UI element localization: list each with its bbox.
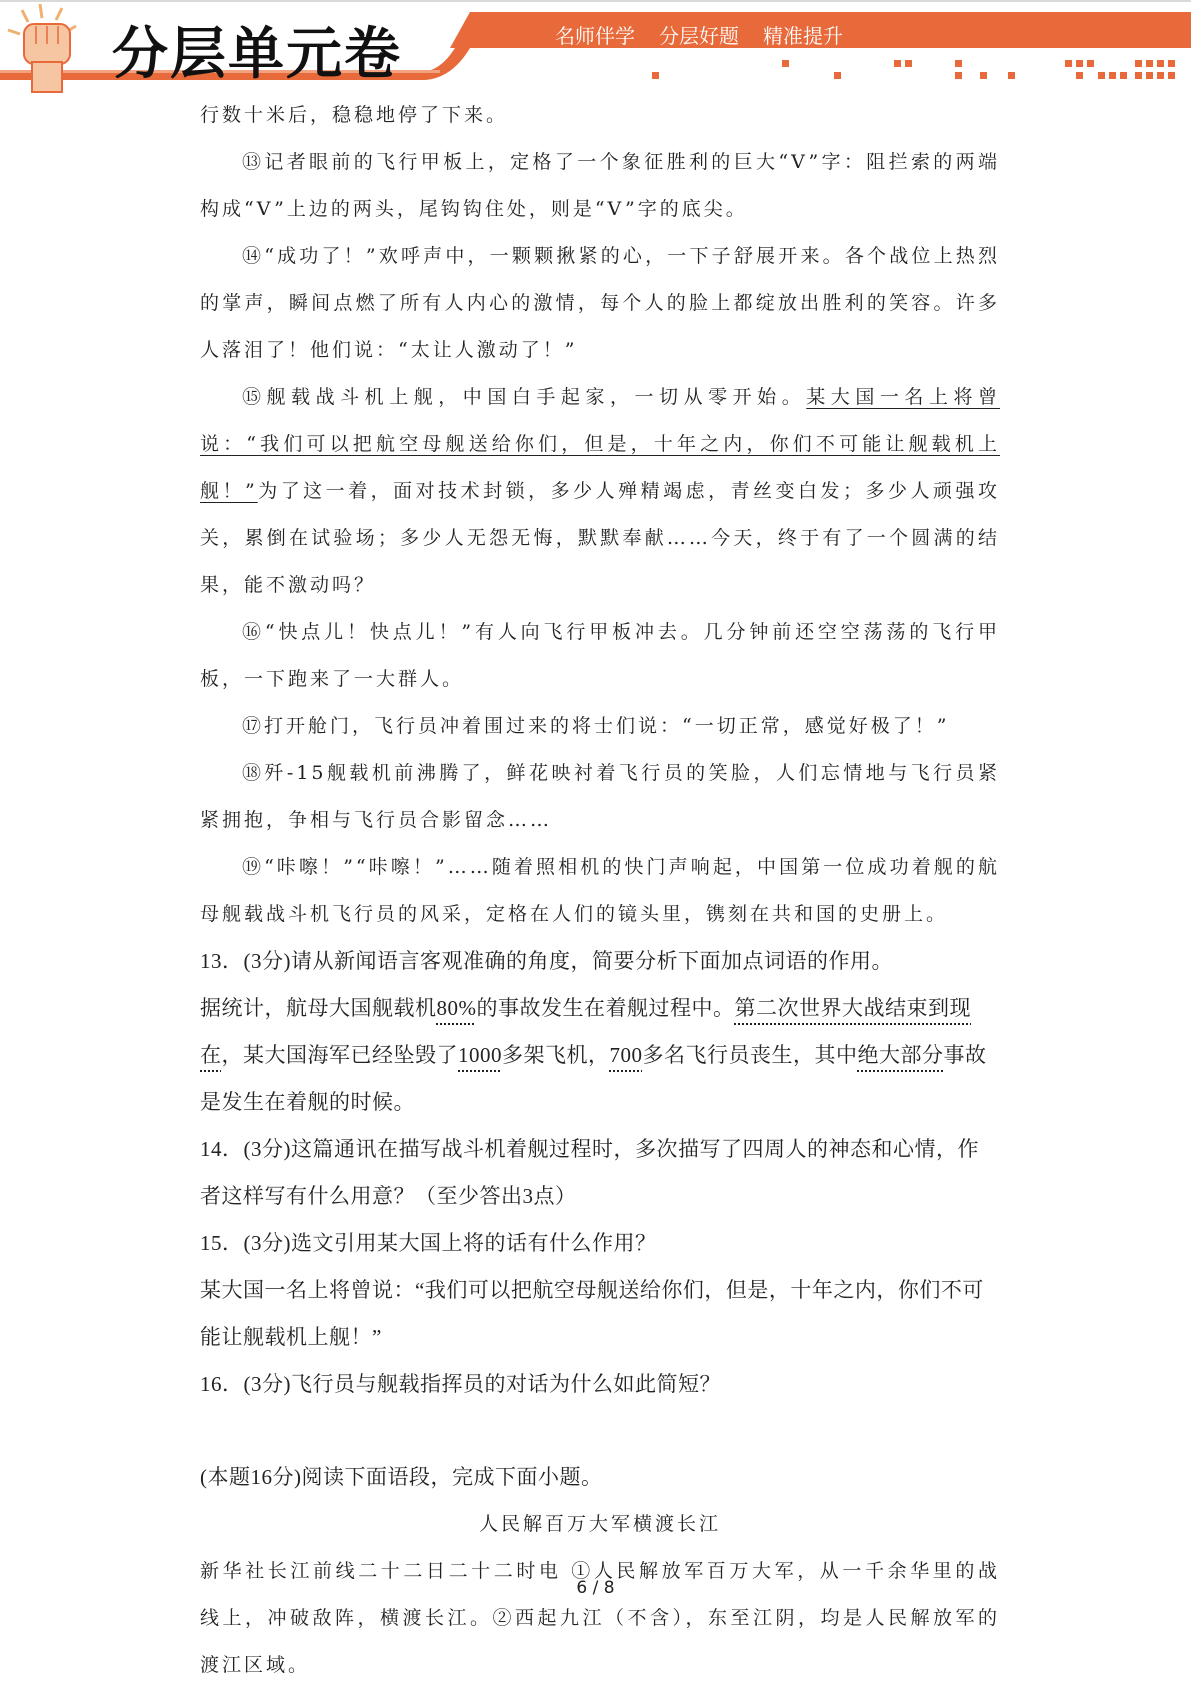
slogan-list (555, 20, 843, 49)
quote-text: ，某大国海军已经坠毁了 (221, 1043, 458, 1067)
quote-text: 据统计，航母大国舰载机 (200, 996, 437, 1020)
quote-text: 多架飞机， (502, 1043, 610, 1067)
spacer (200, 1408, 1000, 1454)
dotted-word: 1000 (458, 1043, 502, 1067)
question-16: 16．(3分)飞行员与舰载指挥员的对话为什么如此简短？ (200, 1372, 721, 1396)
question-15-quote: 某大国一名上将曾说：“我们可以把航空母舰送给你们，但是，十年之内，你们不可能让舰载机上舰！” (200, 1278, 984, 1349)
dotted-word: 绝大部分 (857, 1043, 944, 1067)
slogan-item: 名师伴学 (555, 24, 635, 48)
passage-paragraph-19: ⑲“咔嚓！”“咔嚓！”……随着照相机的快门声响起，中国第一位成功着舰的航母舰载战斗机飞行员的风采，定格在人们的镜头里，镌刻在共和国的史册上。 (200, 856, 1000, 925)
quote-text: 的事故发生在着舰过程中。 (476, 996, 735, 1020)
quote-text: 多名飞行员丧生，其中 (642, 1043, 858, 1067)
dotted-word: 700 (609, 1043, 643, 1067)
document-body (200, 92, 1000, 1689)
slogan-item: 分层好题 (659, 24, 739, 48)
passage-paragraph-16: ⑯“快点儿！快点儿！”有人向飞行甲板冲去。几分钟前还空空荡荡的飞行甲板，一下跑来了一大群人。 (200, 621, 1000, 690)
passage-paragraph-15 (200, 374, 1000, 609)
brand-title: 分层单元卷 (112, 22, 402, 87)
question-14: 14．(3分)这篇通讯在描写战斗机着舰过程时，多次描写了四周人的神态和心情，作者这样写有什么用意？（至少答出3点） (200, 1137, 979, 1208)
passage-paragraph: 行数十米后，稳稳地停了下来。 (200, 104, 509, 126)
section-intro: (本题16分)阅读下面语段，完成下面小题。 (200, 1465, 603, 1489)
dotted-word: 第二次世界大战结束到现在 (200, 996, 971, 1067)
article-title: 人民解百万大军横渡长江 (478, 1513, 721, 1535)
question-13: 13．(3分)请从新闻语言客观准确的角度，简要分析下面加点词语的作用。 (200, 949, 893, 973)
paragraph-text: 为了这一着，面对技术封锁，多少人殚精竭虑，青丝变白发；多少人顽强攻关，累倒在试验场；多少人无怨无悔，默默奉献……今天，终于有了一个圆满的结果，能不激动吗？ (200, 480, 1000, 596)
quote-text: 事故是发生在着舰的时候。 (200, 1043, 987, 1114)
slogan-item: 精准提升 (763, 24, 843, 48)
passage-paragraph-14: ⑭“成功了！”欢呼声中，一颗颗揪紧的心，一下子舒展开来。各个战位上热烈的掌声，瞬间点燃了所有人内心的激情，每个人的脸上都绽放出胜利的笑容。许多人落泪了！他们说：“太让人激动了！” (200, 245, 1000, 361)
paragraph-text: ⑮舰载战斗机上舰，中国白手起家，一切从零开始。 (242, 386, 807, 408)
question-15: 15．(3分)选文引用某大国上将的话有什么作用？ (200, 1231, 657, 1255)
passage-paragraph-18: ⑱歼-15舰载机前沸腾了，鲜花映衬着飞行员的笑脸，人们忘情地与飞行员紧紧拥抱，争相与飞行员合影留念…… (200, 762, 1000, 831)
dotted-word: 80% (436, 996, 477, 1020)
question-13-quote (200, 985, 1000, 1126)
passage-paragraph-17: ⑰打开舱门，飞行员冲着围过来的将士们说：“一切正常，感觉好极了！” (242, 715, 950, 737)
underlined-quote: 某大国一名上将曾说：“我们可以把航空母舰送给你们，但是，十年之内，你们不可能让舰载机上舰！” (200, 386, 1000, 502)
decorative-pixels (652, 60, 1175, 79)
passage-paragraph-13: ⑬记者眼前的飞行甲板上，定格了一个象征胜利的巨大“V”字：阻拦索的两端构成“V”上边的两头，尾钩钩住处，则是“V”字的底尖。 (200, 151, 1000, 220)
article-paragraph: 新华社长江前线二十二日二十二时电 ①人民解放军百万大军，从一千余华里的战线上，冲破敌阵，横渡长江。②西起九江（不含），东至江阴，均是人民解放军的渡江区域。 (200, 1560, 1000, 1676)
page-number: 6 / 8 (576, 1578, 615, 1598)
